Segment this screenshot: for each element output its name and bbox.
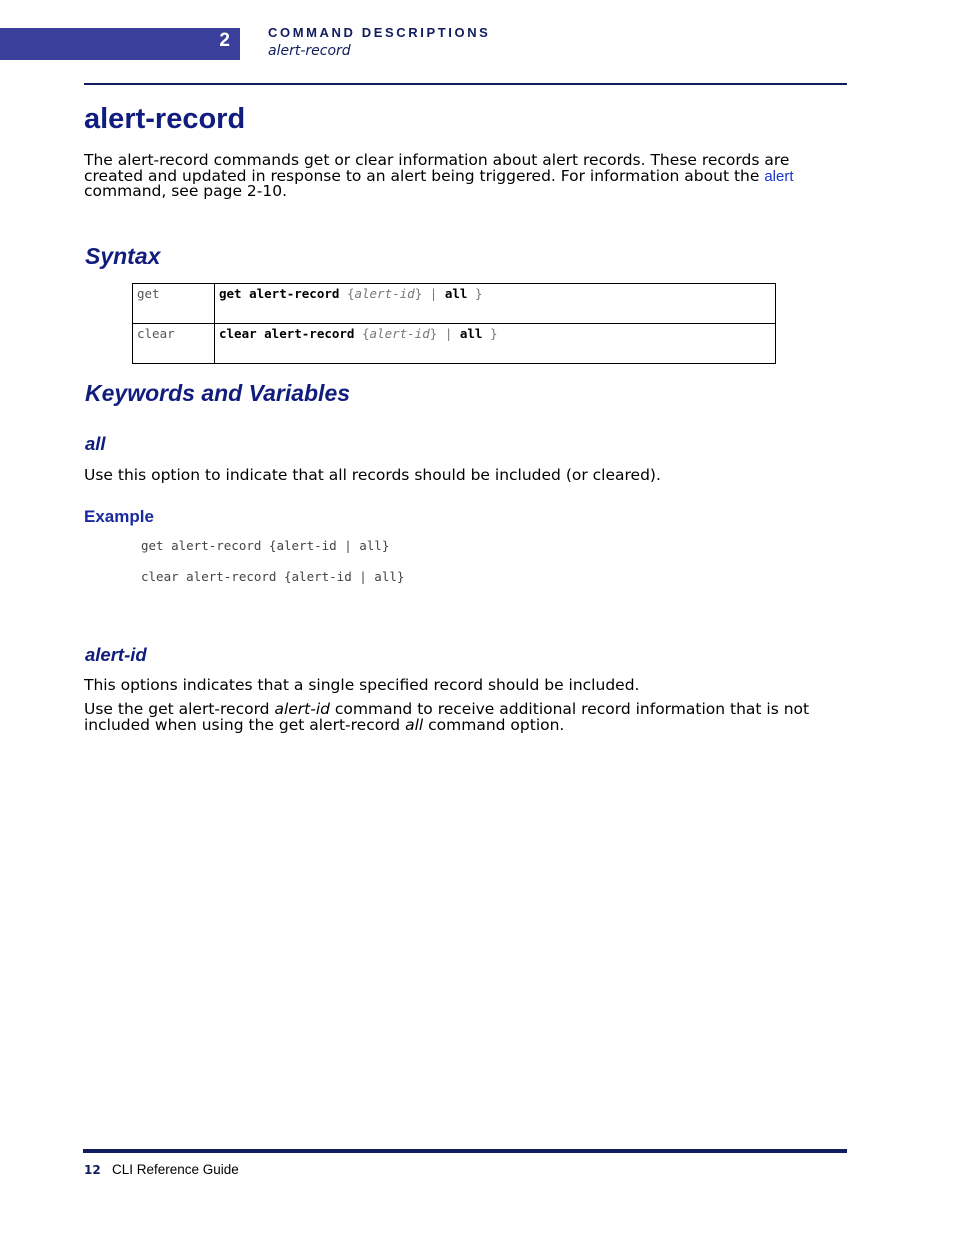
example-heading: Example [84, 507, 154, 526]
alert-id-detail [84, 702, 824, 733]
guide-title: CLI Reference Guide [112, 1162, 239, 1177]
page-number: 12 [84, 1163, 101, 1177]
command-variable: alert-id [369, 326, 430, 341]
running-header-section: COMMAND DESCRIPTIONS [268, 25, 491, 40]
example-code-line: get alert-record {alert-id | all} [141, 538, 390, 553]
brace: } [429, 326, 438, 341]
detail-text: command option. [423, 715, 565, 734]
header-rule [84, 83, 847, 85]
syntax-command-cell [215, 324, 776, 364]
intro-text: The alert-record commands get or clear information about alert records. These records are created and updated in response to an alert being triggered. For information about the [84, 151, 790, 185]
detail-variable: alert-id [274, 700, 330, 718]
syntax-op-cell: clear [133, 324, 215, 364]
alert-id-heading: alert-id [85, 644, 147, 665]
keywords-heading: Keywords and Variables [85, 380, 351, 406]
alert-id-description: This options indicates that a single specified record should be included. [84, 676, 640, 694]
brace: { [346, 286, 355, 301]
brace: } [414, 286, 423, 301]
syntax-heading: Syntax [85, 243, 161, 269]
brace: } [489, 326, 498, 341]
brace: { [362, 326, 370, 341]
command-keyword: get alert-record [219, 286, 340, 301]
chapter-number: 2 [219, 30, 230, 51]
intro-paragraph [84, 153, 824, 200]
detail-text: command to receive additional record information that is not included when using the get alert-record [84, 700, 810, 734]
intro-text-end: command, see page 2-10. [84, 182, 288, 200]
pipe: | [429, 286, 438, 301]
page-title: alert-record [84, 103, 246, 135]
command-all-keyword: all [459, 326, 483, 341]
syntax-op-cell: get [133, 284, 215, 324]
table-row [133, 284, 776, 324]
alert-command-link[interactable]: alert [764, 167, 794, 185]
example-code-line: clear alert-record {alert-id | all} [141, 569, 405, 584]
command-all-keyword: all [444, 286, 468, 301]
detail-all-keyword: all [405, 715, 424, 734]
command-keyword: clear alert-record [219, 326, 355, 341]
command-variable: alert-id [354, 286, 415, 301]
footer-rule [83, 1149, 847, 1153]
chapter-tab [0, 28, 240, 60]
detail-text: Use the get alert-record [84, 700, 275, 718]
syntax-command-cell [215, 284, 776, 324]
all-description: Use this option to indicate that all records should be included (or cleared). [84, 466, 661, 484]
table-row [133, 324, 776, 364]
pipe: | [444, 326, 453, 341]
running-header-topic: alert-record [268, 43, 351, 59]
syntax-table [132, 283, 776, 364]
brace: } [474, 286, 483, 301]
all-heading: all [85, 433, 106, 454]
